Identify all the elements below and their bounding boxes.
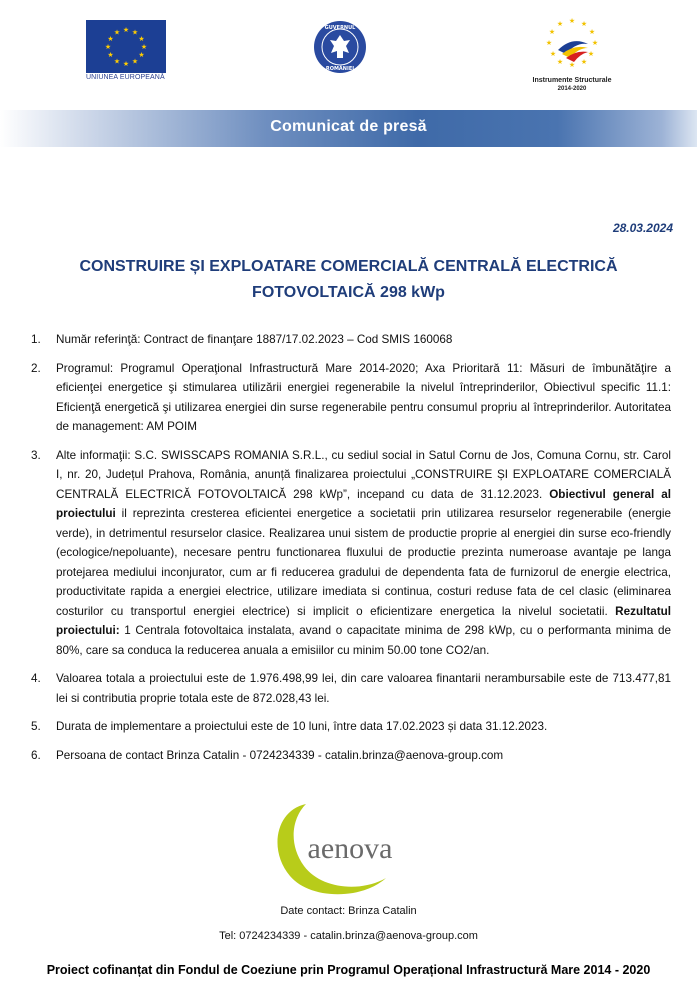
svg-text:★: ★ (131, 57, 139, 66)
item-text: Valoarea totala a proiectului este de 1.976.498,99 lei, din care valoarea finantarii nerambursabile este de 713.477,81 lei si contributia proprie totala este de 872.028,43 lei. (56, 672, 671, 705)
item-text: Durata de implementare a proiectului este de 10 luni, între data 17.02.2023 și data 31.12.2023. (56, 720, 548, 733)
list-item (0, 746, 697, 766)
svg-text:★: ★ (107, 51, 114, 59)
svg-text:★: ★ (140, 43, 148, 51)
release-date: 28.03.2024 (612, 221, 673, 235)
is-years: 2014-2020 (557, 86, 587, 92)
item-number: 2. (31, 361, 41, 375)
is-label-text: Instrumente Structurale (532, 77, 612, 84)
gov-text-bottom: ROMÂNIEI (325, 66, 355, 72)
eu-logo (86, 20, 166, 82)
item-text: Programul: Programul Operaţional Infrastructură Mare 2014-2020; Axa Prioritară 11: Măsuri de îmbunătăţire a eficienţei energetice şi stimularea utilizării energiei regenerabile la nivelul întreprinderilor, Obiectivul specific 11.1: Eficienţă energetică şi utilizarea energiei din surse regenerabile pentru consumul propriu al întreprinderilor. Autoritatea de management: AM POIM (56, 361, 671, 433)
svg-text:★: ★ (122, 26, 130, 34)
aenova-logo (266, 800, 416, 902)
government-seal-icon (313, 20, 367, 74)
svg-text:★: ★ (580, 58, 588, 66)
svg-text:★: ★ (122, 60, 130, 68)
footer-cofinancing: Proiect cofinanțat din Fondul de Coeziune prin Programul Operațional Infrastructură Mare 2014 - 2020 (46, 963, 651, 977)
contact-name: Date contact: Brinza Catalin (280, 905, 417, 917)
svg-text:★: ★ (548, 28, 556, 36)
item-bold-result: Rezultatul proiectului: (56, 604, 671, 637)
svg-text:★: ★ (580, 20, 588, 28)
eu-flag-icon (86, 20, 166, 73)
item-number: 5. (31, 720, 41, 733)
item-number: 1. (31, 333, 41, 346)
svg-text:★: ★ (545, 39, 553, 47)
item-number: 3. (31, 448, 41, 462)
svg-text:★: ★ (104, 43, 112, 51)
svg-text:★: ★ (138, 35, 145, 43)
list-item (0, 330, 697, 350)
svg-text:★: ★ (107, 35, 114, 43)
gov-text-top: GUVERNUL (324, 25, 356, 31)
svg-text:★: ★ (568, 61, 576, 69)
item-text: Persoana de contact Brinza Catalin - 0724234339 - catalin.brinza@aenova-group.com (56, 748, 504, 762)
document-title (40, 254, 657, 306)
title-line-2: FOTOVOLTAICĂ 298 kWp (252, 284, 445, 301)
item-number: 4. (31, 672, 41, 685)
svg-text:★: ★ (549, 50, 557, 58)
eu-label: UNIUNEA EUROPEANĂ (86, 74, 165, 81)
item-text: Număr referinţă: Contract de finanţare 1887/17.02.2023 – Cod SMIS 160068 (56, 333, 453, 346)
svg-text:★: ★ (138, 51, 145, 59)
item-text-part: il reprezinta cresterea eficientei energetice a societatii prin utilizarea resurselor regenerabile (energie verde), in detrimentul resurselor clasice. Realizarea unui sistem de productie proprie al energiei din surse eco-friendly (ecologice/nepoluante), necesare pentru functionarea fluxului de productie prezinta numeroase avantaje pe langa protejarea mediului inconjurator, cum ar fi reducerea gradului de dependenta fata de furnizorul de energie electrica, productivitate rapida a energiei electrice, utilizare imediata si continua, costuri reduse fata de cel clasic (eliminarea costurilor cu transportul energiei electrice) si implicit o eficientizare energetica la nivelul societatii. (56, 507, 671, 618)
list-item (0, 717, 697, 737)
structural-instruments-icon (528, 14, 616, 76)
list-item (0, 359, 697, 437)
svg-text:★: ★ (131, 28, 139, 37)
svg-text:★: ★ (113, 57, 121, 66)
aenova-logo-icon (266, 800, 416, 902)
banner-title: Comunicat de presă (270, 118, 427, 135)
item-text-part: 1 Centrala fotovoltaica instalata, avand o capacitate minima de 298 kWp, cu o performanta minima de 80%, care sa conduca la reducerea anuala a emisiilor cu minim 50.00 tone CO2/an. (56, 624, 671, 657)
aenova-logo-text: aenova (307, 832, 393, 865)
item-text-part: Alte informaţii: S.C. SWISSCAPS ROMANIA S.R.L., cu sediul social in Satul Cornu de Jos, Comuna Cornu, str. Carol I, nr. 20, Județul Prahova, România, anunță finalizarea proiectului „CONSTRUIRE ȘI EXPLOATARE COMERCIALĂ CENTRALĂ ELECTRICĂ FOTOVOLTAICĂ 298 kWp”, incepand cu data de 31.12.2023. (56, 448, 671, 501)
item-bold-objective: Obiectivul general al proiectului (56, 487, 671, 520)
svg-text:★: ★ (587, 50, 595, 58)
item-number: 6. (31, 748, 41, 762)
svg-text:★: ★ (556, 58, 564, 66)
romanian-government-seal (313, 20, 367, 74)
press-release-banner (0, 110, 697, 147)
contact-tel: Tel: 0724234339 - catalin.brinza@aenova-group.com (219, 930, 478, 942)
instrumente-structurale-label (528, 77, 616, 93)
list-item (0, 446, 697, 661)
header-logos (0, 0, 697, 105)
instrumente-structurale-logo (528, 14, 616, 98)
svg-text:★: ★ (556, 20, 564, 28)
svg-text:★: ★ (568, 17, 576, 25)
title-line-1: CONSTRUIRE ȘI EXPLOATARE COMERCIALĂ CENTRALĂ ELECTRICĂ (79, 258, 618, 275)
list-item (0, 669, 697, 708)
svg-text:★: ★ (113, 28, 121, 37)
info-list (0, 330, 697, 774)
svg-text:★: ★ (588, 28, 596, 36)
svg-text:★: ★ (591, 39, 599, 47)
